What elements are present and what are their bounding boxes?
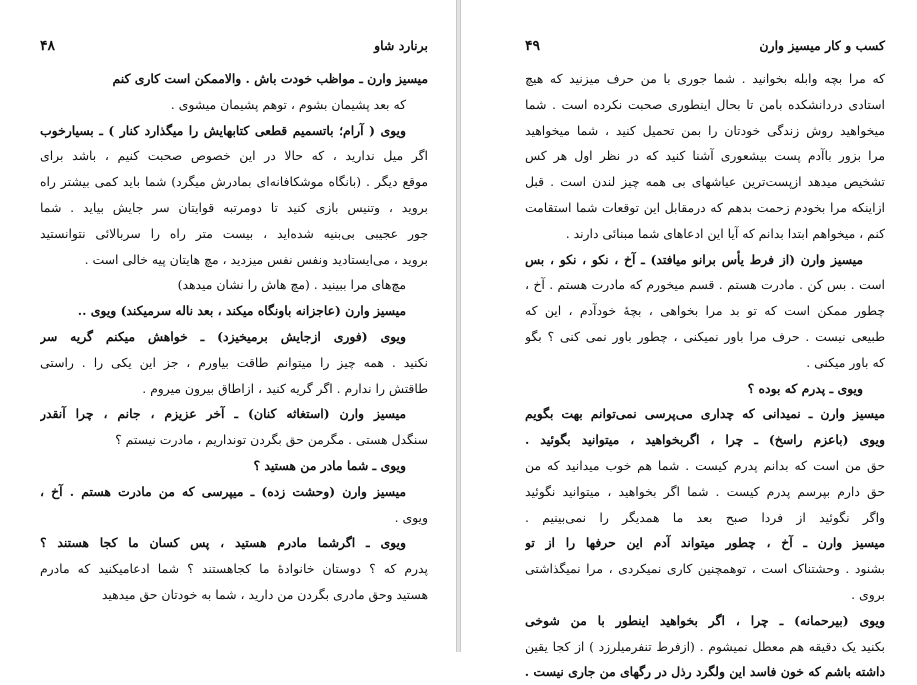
text-line: سنگدل هستی . مگرمن حق بگردن تونداریم ، مادرت نیستم ؟ bbox=[115, 432, 428, 448]
running-title: برنارد شاو bbox=[374, 38, 428, 53]
text-line: نکنید . همه چیز را میتوانم طاقت بیاورم ، جز این یکی را . راستی bbox=[40, 354, 428, 370]
text-line: که بعد پشیمان بشوم ، توهم پشیمان میشوی . bbox=[170, 96, 406, 112]
text-line: ویوی ـ اگرشما مادرم هستید ، پس کسان ما کجا هستند ؟ bbox=[40, 535, 406, 551]
text-line: بروی . bbox=[851, 586, 885, 602]
page-number: ۴۸ bbox=[40, 38, 56, 54]
text-line: جور عجیبی بی‌بنیه شده‌اید ، بیست متر راه را سربالائی نتوانستید bbox=[40, 225, 428, 241]
text-line: که مرا بچه وابله بخوانید . شما جوری با من حرف میزنید که هیچ bbox=[525, 71, 885, 86]
text-line: استادی دردانشکده بامن تا بحال اینطوری صحبت نکرده است . شما bbox=[525, 96, 885, 112]
text-line: میسیز وارن (وحشت زده) ـ میپرسی که من مادرت هستم . آخ ، bbox=[40, 483, 406, 499]
text-line: طبیعی نیست . حرف مرا باور نمیکنی ، چطور باور نمی کنی ؟ بگو bbox=[525, 328, 885, 344]
text-line: کنم ، میخواهم ابتدا بدانم که آیا این ادعاهای شما مبنائی دارند . bbox=[565, 225, 885, 241]
text-line: بشنود . وحشتناک است ، توهمچنین کاری نمیکردی ، مرا نمیگذاشتی bbox=[525, 561, 885, 577]
text-line: که باور میکنی . bbox=[806, 354, 885, 370]
right-page-text bbox=[525, 66, 885, 685]
text-line: میخواهید روش زندگی خودتان را بمن تحمیل کنید ، شما میخواهید bbox=[525, 122, 885, 138]
text-line: بروید ، می‌ایستادید ونفس نفس میزدید ، مچ هایتان پیه خالی است . bbox=[84, 251, 428, 267]
text-line: تشخیص میدهد ازپست‌ترین عیاشهای بی همه چیز لندن است . قبل bbox=[525, 174, 885, 190]
text-line: اگر میل ندارید ، که حالا در این خصوص صحبت کنیم ، باشد برای bbox=[40, 148, 428, 164]
text-line: مرا بزور باآدم پست بیشعوری آشنا کنید که در نظر اول هر کس bbox=[525, 148, 885, 164]
text-line: موقع دیگر . (بانگاه موشکافانه‌ای بمادرش میگرد) شما باید کمی بیشتر راه bbox=[40, 174, 428, 190]
right-page-header bbox=[525, 38, 885, 60]
left-page-text bbox=[40, 66, 428, 608]
text-line: میسیز وارن (استغاثه کنان) ـ آخر عزیزم ، جانم ، چرا آنقدر bbox=[40, 406, 406, 422]
text-line: واگر نگوئید از فردا صبح بعد ما همدیگر را نمی‌بینیم . bbox=[525, 509, 885, 525]
text-line: ویوی (فوری ازجایش برمیخیزد) ـ خواهش میکنم گریه سر bbox=[40, 328, 406, 344]
text-line: ویوی ـ شما مادر من هستید ؟ bbox=[253, 457, 406, 473]
text-line: طاقتش را ندارم . اگر گریه کنید ، ازاطاق بیرون میروم . bbox=[142, 380, 428, 396]
running-title: کسب و کار میسیز وارن bbox=[759, 38, 885, 53]
text-line: بروید ، وتنیس بازی کنید تا دومرتبه قوایتان سر جایش بیاید . شما bbox=[40, 199, 428, 215]
page-number: ۴۹ bbox=[525, 38, 541, 54]
text-line: حق من است که بدانم پدرم کیست . شما هم خوب میدانید که من bbox=[525, 457, 885, 473]
text-line: مچ‌های مرا ببینید . (مچ هاش را نشان میدهد) bbox=[177, 277, 406, 293]
text-line: ویوی (بیرحمانه) ـ چرا ، اگر بخواهید اینطور با من شوخی bbox=[525, 612, 885, 628]
left-page bbox=[0, 0, 457, 652]
text-line: است . بس کن . مادرت هستم . قسم میخورم که مادرت هستم . آخ ، bbox=[525, 277, 885, 293]
text-line: هستید وحق مادری بگردن من دارید ، شما به خودتان حق میدهید bbox=[101, 586, 428, 602]
text-line: حق دارم بپرسم پدرم کیست . شما اگر بخواهید ، میتوانید نگوئید bbox=[525, 483, 885, 499]
text-line: بکنید یک دقیقه هم معطل نمیشوم . (ازفرط تنفرمیلرزد ) از کجا یقین bbox=[525, 638, 885, 654]
left-page-header bbox=[40, 38, 428, 60]
text-line: ویوی . bbox=[394, 509, 428, 525]
text-line: ویوی ـ پدرم که بوده ؟ bbox=[747, 380, 863, 396]
text-line: داشته باشم که خون فاسد این ولگرد رذل در رگهای من جاری نیست . bbox=[525, 664, 885, 680]
text-line: ویوی ( آرام؛ باتسمیم قطعی کتابهایش را میگذارد کنار ) ـ بسیارخوب bbox=[40, 122, 406, 138]
text-line: میسیز وارن (از فرط یأس برانو میافتد) ـ آخ ، نکو ، نکو ، بس bbox=[525, 251, 863, 267]
text-line: ازاینکه مرا بخودم زحمت بدهم که درمقابل این توقعات شما استقامت bbox=[525, 199, 885, 215]
text-line: میسیز وارن ـ مواظب خودت باش . والاممکن است کاری کنم bbox=[112, 71, 428, 86]
text-line: پدرم که ؟ دوستان خانوادهٔ ما کجاهستند ؟ شما ادعامیکنید که مادرم bbox=[40, 561, 428, 577]
text-line: میسیز وارن ـ نمیدانی که چداری می‌پرسی نمی‌توانم بهت بگویم bbox=[525, 406, 885, 422]
text-line: ویوی (باعزم راسخ) ـ چرا ، اگربخواهید ، میتوانید بگوئید . bbox=[525, 432, 885, 448]
right-page bbox=[460, 0, 917, 680]
text-line: چطور ممکن است که تو بد مرا بخواهی ، بچهٔ خودآدم ، این که bbox=[525, 303, 885, 319]
text-line: میسیز وارن (عاجزانه باونگاه میکند ، بعد ناله سرمیکند) ویوی .. bbox=[77, 303, 406, 319]
text-line: میسیز وارن ـ آخ ، چطور میتواند آدم این حرفها را از تو bbox=[525, 535, 885, 551]
